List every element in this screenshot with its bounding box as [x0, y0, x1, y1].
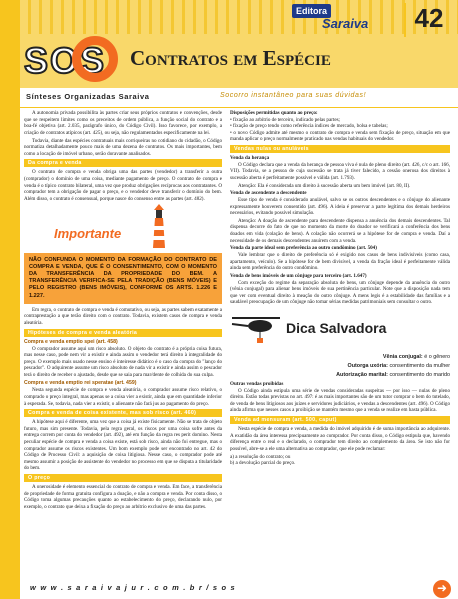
right-column [230, 110, 450, 576]
important-header [24, 204, 222, 250]
header-stripes [20, 0, 458, 34]
page-title: Contratos em Espécie [130, 46, 331, 70]
paragraph: Atenção: A doação de ascendente para descendente dispensa a anuência dos demais descendentes. Tal dispensa decorre do fato de que no momento da morte do doador se verificará a conferência dos bens doados em vida (colação de bens). A colação não ocorrerá se a hipótese for de compra e venda. Daí a necessidade de os demais descendentes anuírem com a venda. [230, 217, 450, 244]
definition-value: consentimento da mulher [389, 362, 450, 369]
definition-row [230, 372, 450, 379]
definition-value: é o gênero [424, 353, 450, 360]
paragraph: Nesta espécie de compra e venda, a medida do imóvel adquirido é de suma importância ao adquirente. A exatidão da área interessa precipuamente ao comprador. Por conta disso, o Código estipula que, havendo diferença entre o real e o declarado, o comprador tem direito ao complemento da área. Se isto não for possível, abre-se a ele uma alternativa ao comprador, que ele pode reclamar: [230, 425, 450, 452]
paragraph: O comprador assume aqui um risco absoluto. O objeto do contrato é a própria coisa futura, mas nesse caso, pode nem vir a existir e ainda assim o vendedor terá direito à integralidade do preço. O exemplo mais usado nesse ensino é inteiresse didático é o caso da compra do "lanço do pescador". O adquirente assume um risco absoluto de nada vir a existir e ainda assim o pescador terá o direito de receber o ajustado, desde que se saia para mar/dente de colhida do sua culpa. [24, 345, 222, 378]
definition-term: Outorga uxória: [347, 362, 388, 369]
definition-value: consentimento do marido [389, 371, 450, 378]
subheading-emptio-rei: Compra e venda emptio rei speratae (art. 459) [24, 380, 137, 387]
sos-logo: SOS [24, 40, 107, 81]
bullet-heading-preco: O preço [24, 474, 222, 482]
subheading-ascendente: Venda de ascendente a descendente [230, 190, 307, 197]
dica-salvadora-title: Dica Salvadora [286, 319, 387, 336]
heading-disposicoes: Disposições permitidas quanto ao preço: [230, 110, 318, 116]
list-item: • fixação de preço tendo como referência índices de mercado, bolsa e tabelas; [230, 123, 388, 130]
paragraph: Em regra, o contrato de compra e venda é comutativo, ou seja, as partes sabem exatamente a contraprestação a que terão direito com o contrato. Todavia, existem casos de compra e venda aleatória. [24, 306, 222, 326]
next-page-arrow-icon[interactable]: ➜ [433, 580, 451, 598]
list-item: a) a resolução do contrato; ou [230, 453, 291, 460]
definition-row [230, 354, 450, 361]
subheading-outras-vendas: Outras vendas proibidas [230, 380, 284, 387]
paragraph: O Código ainda estipula uma série de vendas consideradas suspeitas — por isso — nulas de pleno direito. Estão todas previstas no art. 497: é as mais importantes são de um tutor comprar o bem do tutelado, de venda de bens litigiosos aos juízes e servidores judiciários, e vendas a descendentes (art. 496). O Código ainda afirma que nesses casos a proibição se mantém mesmo que a venda se realize em hasta pública. [230, 387, 450, 414]
list-item: • fixação ao arbítrio de terceiro, indicado pelas partes; [230, 116, 340, 123]
footer-url[interactable]: w w w . s a r a i v a j u r . c o m . b r / s o s [30, 583, 236, 592]
paragraph: Esse tipo de venda é considerado anulável, salvo se os outros descendentes e o cônjuge do alienante expressamente houverem consentido (art. 496). A ideia é preservar a parte legítima dos demais herdeiros necessários, evitando possível simulação. [230, 196, 450, 217]
paragraph: Nesta segunda espécie de compra e venda aleatória, o comprador assume risco relativo, o comprado o preço integral, mas apenas se a coisa vier a existir, ainda que em quantidade inferior à esperada. Se, todavia, nada vier a existir, o alienante não fará jus ao pagamento do preço. [24, 387, 222, 407]
definition-term: Vênia conjugal: [382, 353, 423, 360]
subheading-conjuge: Venda de bens imóveis de um cônjuge para terceiro (art. 1.647) [230, 273, 367, 279]
lifebuoy-icon [72, 36, 118, 82]
tagline: Socorro instantâneo para suas dúvidas! [220, 92, 367, 99]
publisher-top: Editora [292, 4, 331, 18]
important-box: NÃO CONFUNDA O MOMENTO DA FORMAÇÃO DO CONTRATO DE COMPRA E VENDA, QUE É O CONSENTIMENTO, COM O MOMENTO DA TRANSFERÊNCIA DA PROPRIEDADE DO BEM. A TRANSFERÊNCIA VERIFICA-SE PELA TRADIÇÃO (BENS MÓVEIS) E PELO REGISTRO (BENS IMÓVEIS), CONFORME OS ARTS. 1.226 E 1.227. [24, 253, 222, 304]
dica-salvadora-header [230, 308, 450, 352]
subheading-parte-ideal: Venda da parte ideal sem preferência ao outro condômino (art. 504) [230, 245, 377, 252]
paragraph: Vale lembrar que o direito de preferência só é exigido nos casos de bens indivisíveis (como casa, apartamento, veículo). Se a hipótese for de bem divisível, a venda da fração ideal é perfeitamente válida ainda sem preferência do outro condômino. [230, 252, 450, 272]
paragraph: Com exceção do regime da separação absoluta de bens, um cônjuge depende da anuência do outro (vênia conjugal) para alienar bens imóveis de sua pertinência particular. Note que a disposição nada tem que ver com eventual direito à meação do outro cônjuge. A mens legis é a estabilidade das famílias e a saudável preocupação de um cônjuge não tomar sérias medidas patrimoniais sem consultar o outro. [230, 279, 450, 306]
important-title: Importante [54, 225, 122, 241]
subheading-heranca: Venda da herança [230, 154, 270, 161]
bullet-heading-risco: Compra e venda de coisa existente, mas sob risco (art. 460) [24, 409, 222, 417]
list-item: • o novo Código admite até mesmo o contrato de compra e venda sem fixação de preço, situação em que manda aplicar o preço normalmente praticado nas vendas habituais do vendedor. [230, 129, 450, 143]
lighthouse-icon [148, 204, 170, 250]
definition-row [230, 363, 450, 370]
bullet-heading-aleatoria: Hipóteses de compra e venda aleatória [24, 329, 222, 337]
left-yellow-band [0, 0, 20, 599]
definition-term: Autorização marital: [336, 371, 388, 378]
intro-paragraph-1: A autonomia privada possibilita às partes criar seus próprios contratos e convenções, desde que se respeitem limites como os preceitos de ordem pública, a função social do contrato e a boa-fé objetiva (art. 2.035, parágrafo único, do Código Civil). Isso favorece, por exemplo, a criação de contratos atípicos (art. 425), ou seja, não regulamentados especificamente na lei. [24, 110, 222, 136]
page-number: 42 [404, 3, 452, 37]
paragraph: O contrato de compra e venda obriga uma das partes (vendedor) a transferir a outra (comprador) o domínio de uma coisa, mediante pagamento de preço. O contrato de compra e venda é o típico contrato bilateral, uma vez que produz obrigações recíprocas aos contratantes. O comprador tem a obrigação de pagar o preço, e o vendedor deve transferir o domínio do bem. Além disso, o contrato é consensual, porque nasce do consenso entre as partes (art. 482). [24, 169, 222, 202]
helicopter-icon [230, 314, 290, 344]
section-heading-compra-venda: Da compra e venda [24, 159, 222, 167]
bullet-heading-ad-mensuram: Venda ad mensuram (art. 500, caput) [230, 416, 450, 424]
series-name: Sínteses Organizadas Saraiva [26, 92, 150, 101]
left-column [24, 110, 222, 576]
list-item: b) a devolução parcial do preço. [230, 460, 296, 467]
paragraph: A hipótese aqui é diferente, uma vez que a coisa já existe fisicamente. Não se trata de objeto futuro, mas sim presente. Todavia, pela regra geral, os riscos por uma coisa sofre antes da entrega correm por conta do vendedor (art. 492), até em função da regra res perit domino. Nesta peculiar espécie de compra e venda a coisa existe, está sob risco, ainda não foi entregue, mas o comprador assume os riscos existentes. Um bom exemplo pode ser encontrado no art. 42 do Código de Processo Civil: a aquisição de coisa litigiosa. Nesse caso, o comprador pode até mesmo assumir a posição de assistente do vendedor no processo em que se disputa a titularidade do bem. [24, 419, 222, 472]
intro-paragraph-2: Todavia, diante das espécies contratuais mais corriqueiras no cotidiano do cidadão, o Código normatiza detalhadamente pouco mais de uma dezena de contratos. Os mais importantes, bem como a locação de imóvel urbano, serão doravante analisados. [24, 137, 222, 157]
paragraph: Atenção: Ela é considerada um direito à sucessão aberta um bem imóvel (art. 80, II). [238, 182, 411, 189]
subheading-emptio-spei: Compra e venda emptio spei (art. 458) [24, 338, 118, 345]
publisher-logo[interactable]: Saraiva [322, 16, 369, 31]
bullet-heading-nulas: Vendas nulas ou anuláveis [230, 145, 450, 153]
paragraph: A onerosidade é elemento essencial do contrato de compra e venda. Em face, a transferência de propriedade de forma gratuita configura a doação, e não a compra e venda. Por conta disso, o Código toma algumas precauções quanto ao estabelecimento do preço, declarando nulo, por exemplo, o contrato que deixa a fixação do preço ao arbítrio exclusivo de uma das partes. [24, 484, 222, 510]
paragraph: O Código declara que a venda da herança de pessoa viva é nula de pleno direito (art. 426, c/c o art. 166, VII). Todavia, se a pessoa de cuja sucessão se trata já tiver falecido, a cessão onerosa dos direitos à sucessão aberta é perfeitamente possível e válida (art. 1.793). [230, 161, 450, 181]
